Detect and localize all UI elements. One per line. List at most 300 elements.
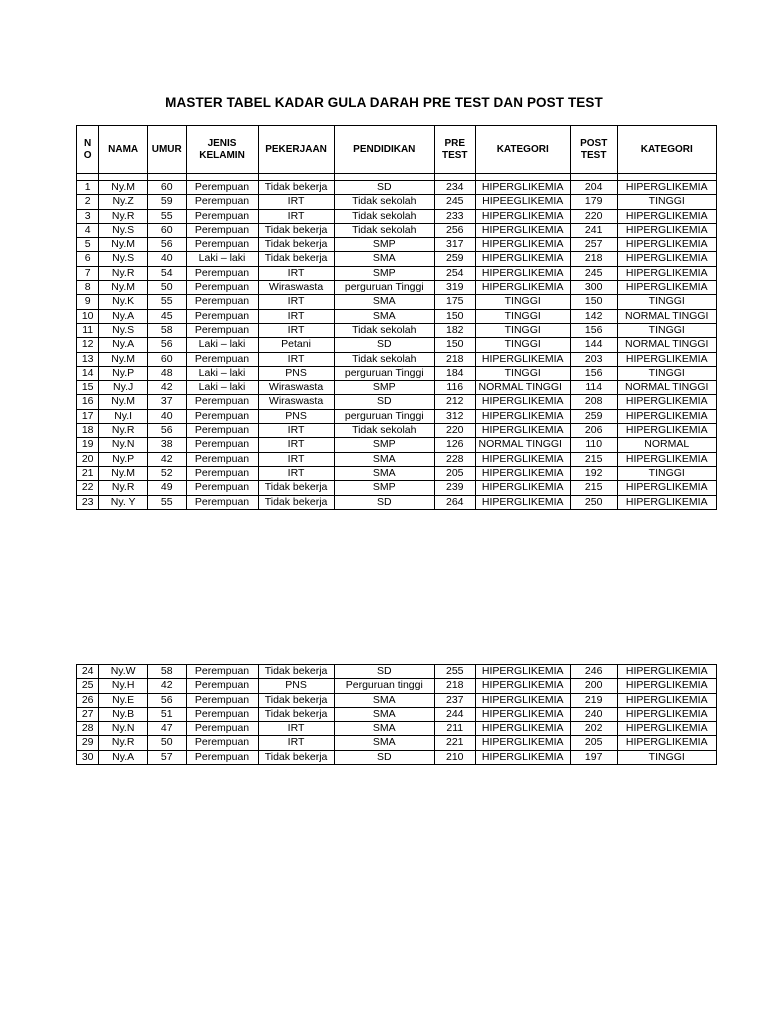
cell-umur: 58 [147, 323, 186, 337]
cell-no: 3 [77, 209, 99, 223]
cell-umur: 51 [147, 707, 186, 721]
cell-kategori-pre: HIPERGLIKEMIA [475, 452, 570, 466]
table-row [77, 381, 717, 395]
cell-no: 27 [77, 707, 99, 721]
cell-jenis-kelamin: Perempuan [186, 481, 258, 495]
cell-pendidikan: SMA [334, 309, 434, 323]
cell-kategori-pre: HIPERGLIKEMIA [475, 209, 570, 223]
cell-pendidikan: SMP [334, 266, 434, 280]
cell-pendidikan: SMP [334, 438, 434, 452]
cell-kategori-post: HIPERGLIKEMIA [617, 409, 716, 423]
cell-kategori-pre: HIPERGLIKEMIA [475, 281, 570, 295]
table-row [77, 209, 717, 223]
data-table-continued [76, 664, 717, 765]
cell-no: 7 [77, 266, 99, 280]
cell-pendidikan: SMP [334, 381, 434, 395]
cell-pendidikan: Tidak sekolah [334, 209, 434, 223]
table-row [77, 481, 717, 495]
table-row [77, 736, 717, 750]
cell-pre-test: 205 [434, 466, 475, 480]
cell-umur: 57 [147, 750, 186, 764]
cell-kategori-post: HIPERGLIKEMIA [617, 693, 716, 707]
cell-pre-test: 254 [434, 266, 475, 280]
table-row [77, 707, 717, 721]
cell-no: 24 [77, 665, 99, 679]
cell-pekerjaan: Tidak bekerja [258, 481, 334, 495]
table-row [77, 366, 717, 380]
cell-nama: Ny.M [99, 181, 148, 195]
cell-jenis-kelamin: Laki – laki [186, 338, 258, 352]
cell-pendidikan: SD [334, 750, 434, 764]
cell-pekerjaan: Tidak bekerja [258, 495, 334, 509]
cell-pre-test: 256 [434, 223, 475, 237]
cell-pekerjaan: IRT [258, 438, 334, 452]
cell-kategori-pre: NORMAL TINGGI [475, 381, 570, 395]
header-pendidikan: PENDIDIKAN [334, 126, 434, 174]
cell-umur: 42 [147, 381, 186, 395]
header-pre-test: PRE TEST [434, 126, 475, 174]
cell-post-test: 250 [570, 495, 617, 509]
cell-post-test: 259 [570, 409, 617, 423]
cell-kategori-pre: HIPERGLIKEMIA [475, 252, 570, 266]
table-row [77, 238, 717, 252]
cell-pendidikan: SD [334, 338, 434, 352]
cell-jenis-kelamin: Perempuan [186, 452, 258, 466]
cell-jenis-kelamin: Perempuan [186, 495, 258, 509]
cell-umur: 48 [147, 366, 186, 380]
spacer-cell [99, 174, 148, 181]
cell-nama: Ny.M [99, 466, 148, 480]
cell-no: 19 [77, 438, 99, 452]
cell-pre-test: 221 [434, 736, 475, 750]
cell-post-test: 156 [570, 323, 617, 337]
cell-jenis-kelamin: Laki – laki [186, 252, 258, 266]
cell-pre-test: 150 [434, 309, 475, 323]
cell-umur: 50 [147, 281, 186, 295]
cell-jenis-kelamin: Perempuan [186, 181, 258, 195]
cell-pre-test: 126 [434, 438, 475, 452]
cell-jenis-kelamin: Perempuan [186, 750, 258, 764]
cell-jenis-kelamin: Perempuan [186, 665, 258, 679]
cell-kategori-post: TINGGI [617, 366, 716, 380]
cell-no: 4 [77, 223, 99, 237]
cell-jenis-kelamin: Perempuan [186, 424, 258, 438]
spacer-cell [334, 174, 434, 181]
cell-kategori-pre: NORMAL TINGGI [475, 438, 570, 452]
table-row [77, 679, 717, 693]
cell-post-test: 206 [570, 424, 617, 438]
cell-jenis-kelamin: Perempuan [186, 323, 258, 337]
cell-kategori-post: NORMAL [617, 438, 716, 452]
cell-pekerjaan: Tidak bekerja [258, 665, 334, 679]
cell-post-test: 218 [570, 252, 617, 266]
cell-no: 30 [77, 750, 99, 764]
cell-pre-test: 150 [434, 338, 475, 352]
cell-post-test: 110 [570, 438, 617, 452]
cell-nama: Ny.N [99, 722, 148, 736]
header-post-test: POST TEST [570, 126, 617, 174]
cell-kategori-post: HIPERGLIKEMIA [617, 707, 716, 721]
cell-pekerjaan: PNS [258, 366, 334, 380]
table-row [77, 722, 717, 736]
cell-kategori-post: HIPERGLIKEMIA [617, 722, 716, 736]
cell-umur: 40 [147, 252, 186, 266]
cell-kategori-post: TINGGI [617, 750, 716, 764]
cell-jenis-kelamin: Laki – laki [186, 366, 258, 380]
cell-kategori-pre: HIPERGLIKEMIA [475, 395, 570, 409]
table-row [77, 466, 717, 480]
cell-post-test: 300 [570, 281, 617, 295]
cell-pendidikan: perguruan Tinggi [334, 366, 434, 380]
cell-no: 2 [77, 195, 99, 209]
cell-post-test: 257 [570, 238, 617, 252]
cell-umur: 56 [147, 338, 186, 352]
cell-pre-test: 116 [434, 381, 475, 395]
cell-no: 13 [77, 352, 99, 366]
cell-umur: 38 [147, 438, 186, 452]
cell-pendidikan: SD [334, 665, 434, 679]
cell-nama: Ny.Z [99, 195, 148, 209]
cell-kategori-pre: TINGGI [475, 309, 570, 323]
cell-pre-test: 182 [434, 323, 475, 337]
cell-kategori-post: HIPERGLIKEMIA [617, 209, 716, 223]
cell-nama: Ny.J [99, 381, 148, 395]
spacer-cell [475, 174, 570, 181]
cell-kategori-pre: HIPERGLIKEMIA [475, 481, 570, 495]
cell-kategori-pre: HIPERGLIKEMIA [475, 409, 570, 423]
cell-kategori-post: HIPERGLIKEMIA [617, 252, 716, 266]
header-no [77, 126, 99, 174]
cell-no: 11 [77, 323, 99, 337]
cell-nama: Ny.I [99, 409, 148, 423]
table-row [77, 195, 717, 209]
cell-nama: Ny.R [99, 266, 148, 280]
cell-post-test: 144 [570, 338, 617, 352]
cell-pekerjaan: Tidak bekerja [258, 707, 334, 721]
cell-pre-test: 218 [434, 352, 475, 366]
cell-no: 28 [77, 722, 99, 736]
spacer-cell [77, 174, 99, 181]
cell-jenis-kelamin: Perempuan [186, 722, 258, 736]
table-row [77, 409, 717, 423]
header-kategori-post: KATEGORI [617, 126, 716, 174]
cell-kategori-post: HIPERGLIKEMIA [617, 481, 716, 495]
cell-umur: 45 [147, 309, 186, 323]
cell-post-test: 203 [570, 352, 617, 366]
cell-umur: 56 [147, 424, 186, 438]
spacer-cell [258, 174, 334, 181]
cell-kategori-pre: TINGGI [475, 323, 570, 337]
cell-nama: Ny.W [99, 665, 148, 679]
cell-kategori-pre: HIPERGLIKEMIA [475, 679, 570, 693]
cell-kategori-post: HIPERGLIKEMIA [617, 223, 716, 237]
cell-kategori-pre: HIPERGLIKEMIA [475, 223, 570, 237]
table-row [77, 181, 717, 195]
table-row [77, 750, 717, 764]
page-title: MASTER TABEL KADAR GULA DARAH PRE TEST DAN POST TEST [165, 95, 603, 110]
cell-pendidikan: SMA [334, 722, 434, 736]
cell-no: 1 [77, 181, 99, 195]
cell-nama: Ny.B [99, 707, 148, 721]
cell-nama: Ny.A [99, 338, 148, 352]
cell-umur: 59 [147, 195, 186, 209]
cell-nama: Ny.M [99, 352, 148, 366]
cell-pendidikan: SMA [334, 693, 434, 707]
spacer-cell [147, 174, 186, 181]
cell-no: 9 [77, 295, 99, 309]
cell-jenis-kelamin: Perempuan [186, 679, 258, 693]
cell-umur: 50 [147, 736, 186, 750]
cell-jenis-kelamin: Perempuan [186, 707, 258, 721]
cell-pendidikan: perguruan Tinggi [334, 281, 434, 295]
table-body-main [77, 174, 717, 510]
table-row [77, 495, 717, 509]
cell-jenis-kelamin: Perempuan [186, 438, 258, 452]
cell-pekerjaan: IRT [258, 722, 334, 736]
cell-jenis-kelamin: Perempuan [186, 693, 258, 707]
cell-no: 20 [77, 452, 99, 466]
cell-pekerjaan: Tidak bekerja [258, 750, 334, 764]
cell-pre-test: 264 [434, 495, 475, 509]
cell-pekerjaan: IRT [258, 195, 334, 209]
cell-nama: Ny.H [99, 679, 148, 693]
cell-kategori-post: TINGGI [617, 195, 716, 209]
cell-pre-test: 245 [434, 195, 475, 209]
cell-nama: Ny.N [99, 438, 148, 452]
cell-pendidikan: SD [334, 181, 434, 195]
header-jenis-kelamin: JENIS KELAMIN [186, 126, 258, 174]
cell-kategori-post: TINGGI [617, 323, 716, 337]
cell-pendidikan: SMA [334, 707, 434, 721]
cell-pekerjaan: Tidak bekerja [258, 223, 334, 237]
cell-pekerjaan: PNS [258, 409, 334, 423]
cell-jenis-kelamin: Perempuan [186, 736, 258, 750]
cell-nama: Ny.M [99, 238, 148, 252]
cell-post-test: 192 [570, 466, 617, 480]
table-row [77, 281, 717, 295]
header-kategori-pre: KATEGORI [475, 126, 570, 174]
cell-post-test: 202 [570, 722, 617, 736]
cell-kategori-post: HIPERGLIKEMIA [617, 395, 716, 409]
cell-kategori-pre: HIPERGLIKEMIA [475, 266, 570, 280]
cell-nama: Ny.S [99, 323, 148, 337]
cell-no: 15 [77, 381, 99, 395]
cell-post-test: 150 [570, 295, 617, 309]
cell-post-test: 205 [570, 736, 617, 750]
table-row [77, 295, 717, 309]
cell-kategori-post: HIPERGLIKEMIA [617, 665, 716, 679]
cell-pendidikan: Tidak sekolah [334, 424, 434, 438]
cell-umur: 55 [147, 209, 186, 223]
cell-kategori-pre: HIPERGLIKEMIA [475, 693, 570, 707]
cell-kategori-post: HIPERGLIKEMIA [617, 281, 716, 295]
cell-pendidikan: SMP [334, 238, 434, 252]
header-no-label: N O [83, 137, 92, 161]
cell-pekerjaan: Tidak bekerja [258, 238, 334, 252]
cell-kategori-pre: TINGGI [475, 295, 570, 309]
cell-kategori-post: HIPERGLIKEMIA [617, 424, 716, 438]
cell-post-test: 208 [570, 395, 617, 409]
table-row [77, 309, 717, 323]
cell-no: 8 [77, 281, 99, 295]
cell-pre-test: 319 [434, 281, 475, 295]
cell-no: 26 [77, 693, 99, 707]
cell-pre-test: 210 [434, 750, 475, 764]
cell-nama: Ny.S [99, 223, 148, 237]
cell-umur: 54 [147, 266, 186, 280]
spacer-cell [186, 174, 258, 181]
cell-no: 18 [77, 424, 99, 438]
cell-kategori-pre: HIPERGLIKEMIA [475, 238, 570, 252]
cell-pre-test: 218 [434, 679, 475, 693]
cell-kategori-pre: HIPEEGLIKEMIA [475, 195, 570, 209]
table-row [77, 693, 717, 707]
cell-nama: Ny.E [99, 693, 148, 707]
header-row [77, 126, 717, 174]
cell-pendidikan: SMA [334, 452, 434, 466]
cell-jenis-kelamin: Perempuan [186, 309, 258, 323]
cell-kategori-pre: HIPERGLIKEMIA [475, 424, 570, 438]
cell-kategori-post: HIPERGLIKEMIA [617, 238, 716, 252]
cell-pre-test: 220 [434, 424, 475, 438]
table-row [77, 665, 717, 679]
cell-kategori-pre: HIPERGLIKEMIA [475, 495, 570, 509]
spacer-cell [570, 174, 617, 181]
cell-pre-test: 228 [434, 452, 475, 466]
cell-post-test: 204 [570, 181, 617, 195]
cell-pekerjaan: IRT [258, 452, 334, 466]
cell-umur: 47 [147, 722, 186, 736]
cell-pre-test: 317 [434, 238, 475, 252]
cell-nama: Ny. Y [99, 495, 148, 509]
cell-pekerjaan: Tidak bekerja [258, 693, 334, 707]
cell-kategori-post: NORMAL TINGGI [617, 338, 716, 352]
cell-kategori-post: HIPERGLIKEMIA [617, 452, 716, 466]
cell-no: 16 [77, 395, 99, 409]
cell-pre-test: 184 [434, 366, 475, 380]
cell-jenis-kelamin: Perempuan [186, 223, 258, 237]
cell-pendidikan: Tidak sekolah [334, 352, 434, 366]
cell-pre-test: 239 [434, 481, 475, 495]
cell-kategori-post: HIPERGLIKEMIA [617, 181, 716, 195]
cell-umur: 60 [147, 223, 186, 237]
cell-umur: 52 [147, 466, 186, 480]
cell-kategori-pre: HIPERGLIKEMIA [475, 352, 570, 366]
cell-umur: 60 [147, 181, 186, 195]
cell-no: 12 [77, 338, 99, 352]
cell-no: 6 [77, 252, 99, 266]
cell-pekerjaan: Petani [258, 338, 334, 352]
cell-pendidikan: Perguruan tinggi [334, 679, 434, 693]
cell-umur: 37 [147, 395, 186, 409]
cell-no: 23 [77, 495, 99, 509]
cell-nama: Ny.M [99, 281, 148, 295]
cell-pekerjaan: IRT [258, 352, 334, 366]
cell-no: 10 [77, 309, 99, 323]
cell-jenis-kelamin: Perempuan [186, 395, 258, 409]
cell-pre-test: 233 [434, 209, 475, 223]
cell-pendidikan: perguruan Tinggi [334, 409, 434, 423]
cell-pekerjaan: PNS [258, 679, 334, 693]
cell-umur: 42 [147, 679, 186, 693]
cell-post-test: 240 [570, 707, 617, 721]
cell-nama: Ny.P [99, 452, 148, 466]
cell-kategori-pre: TINGGI [475, 338, 570, 352]
cell-umur: 60 [147, 352, 186, 366]
cell-umur: 55 [147, 495, 186, 509]
cell-no: 21 [77, 466, 99, 480]
cell-post-test: 215 [570, 452, 617, 466]
cell-post-test: 246 [570, 665, 617, 679]
cell-umur: 56 [147, 238, 186, 252]
cell-pre-test: 255 [434, 665, 475, 679]
cell-pekerjaan: IRT [258, 424, 334, 438]
cell-no: 29 [77, 736, 99, 750]
cell-nama: Ny.S [99, 252, 148, 266]
cell-kategori-post: HIPERGLIKEMIA [617, 266, 716, 280]
cell-pendidikan: SD [334, 395, 434, 409]
cell-pendidikan: SMA [334, 466, 434, 480]
cell-pendidikan: SMP [334, 481, 434, 495]
cell-nama: Ny.A [99, 309, 148, 323]
cell-kategori-pre: TINGGI [475, 366, 570, 380]
table-body-continued [77, 665, 717, 765]
table-row [77, 323, 717, 337]
spacer-row [77, 174, 717, 181]
cell-pendidikan: SMA [334, 295, 434, 309]
cell-post-test: 197 [570, 750, 617, 764]
cell-pekerjaan: IRT [258, 209, 334, 223]
cell-umur: 40 [147, 409, 186, 423]
cell-kategori-pre: HIPERGLIKEMIA [475, 181, 570, 195]
table-row [77, 223, 717, 237]
cell-umur: 56 [147, 693, 186, 707]
cell-post-test: 245 [570, 266, 617, 280]
cell-pre-test: 212 [434, 395, 475, 409]
spacer-cell [434, 174, 475, 181]
cell-pendidikan: SMA [334, 252, 434, 266]
cell-nama: Ny.R [99, 736, 148, 750]
cell-nama: Ny.M [99, 395, 148, 409]
cell-pekerjaan: Wiraswasta [258, 395, 334, 409]
cell-pendidikan: SD [334, 495, 434, 509]
cell-pre-test: 259 [434, 252, 475, 266]
cell-post-test: 179 [570, 195, 617, 209]
cell-pendidikan: SMA [334, 736, 434, 750]
cell-pendidikan: Tidak sekolah [334, 195, 434, 209]
cell-pekerjaan: IRT [258, 466, 334, 480]
table-row [77, 266, 717, 280]
cell-kategori-pre: HIPERGLIKEMIA [475, 665, 570, 679]
table-row [77, 338, 717, 352]
spacer-cell [617, 174, 716, 181]
table-row [77, 352, 717, 366]
cell-post-test: 215 [570, 481, 617, 495]
cell-kategori-pre: HIPERGLIKEMIA [475, 707, 570, 721]
cell-kategori-post: NORMAL TINGGI [617, 309, 716, 323]
cell-kategori-post: HIPERGLIKEMIA [617, 679, 716, 693]
cell-post-test: 156 [570, 366, 617, 380]
cell-umur: 55 [147, 295, 186, 309]
cell-pre-test: 244 [434, 707, 475, 721]
cell-kategori-pre: HIPERGLIKEMIA [475, 736, 570, 750]
cell-pekerjaan: Tidak bekerja [258, 252, 334, 266]
cell-pekerjaan: Tidak bekerja [258, 181, 334, 195]
cell-pre-test: 175 [434, 295, 475, 309]
cell-kategori-post: TINGGI [617, 466, 716, 480]
header-umur: UMUR [147, 126, 186, 174]
cell-post-test: 114 [570, 381, 617, 395]
